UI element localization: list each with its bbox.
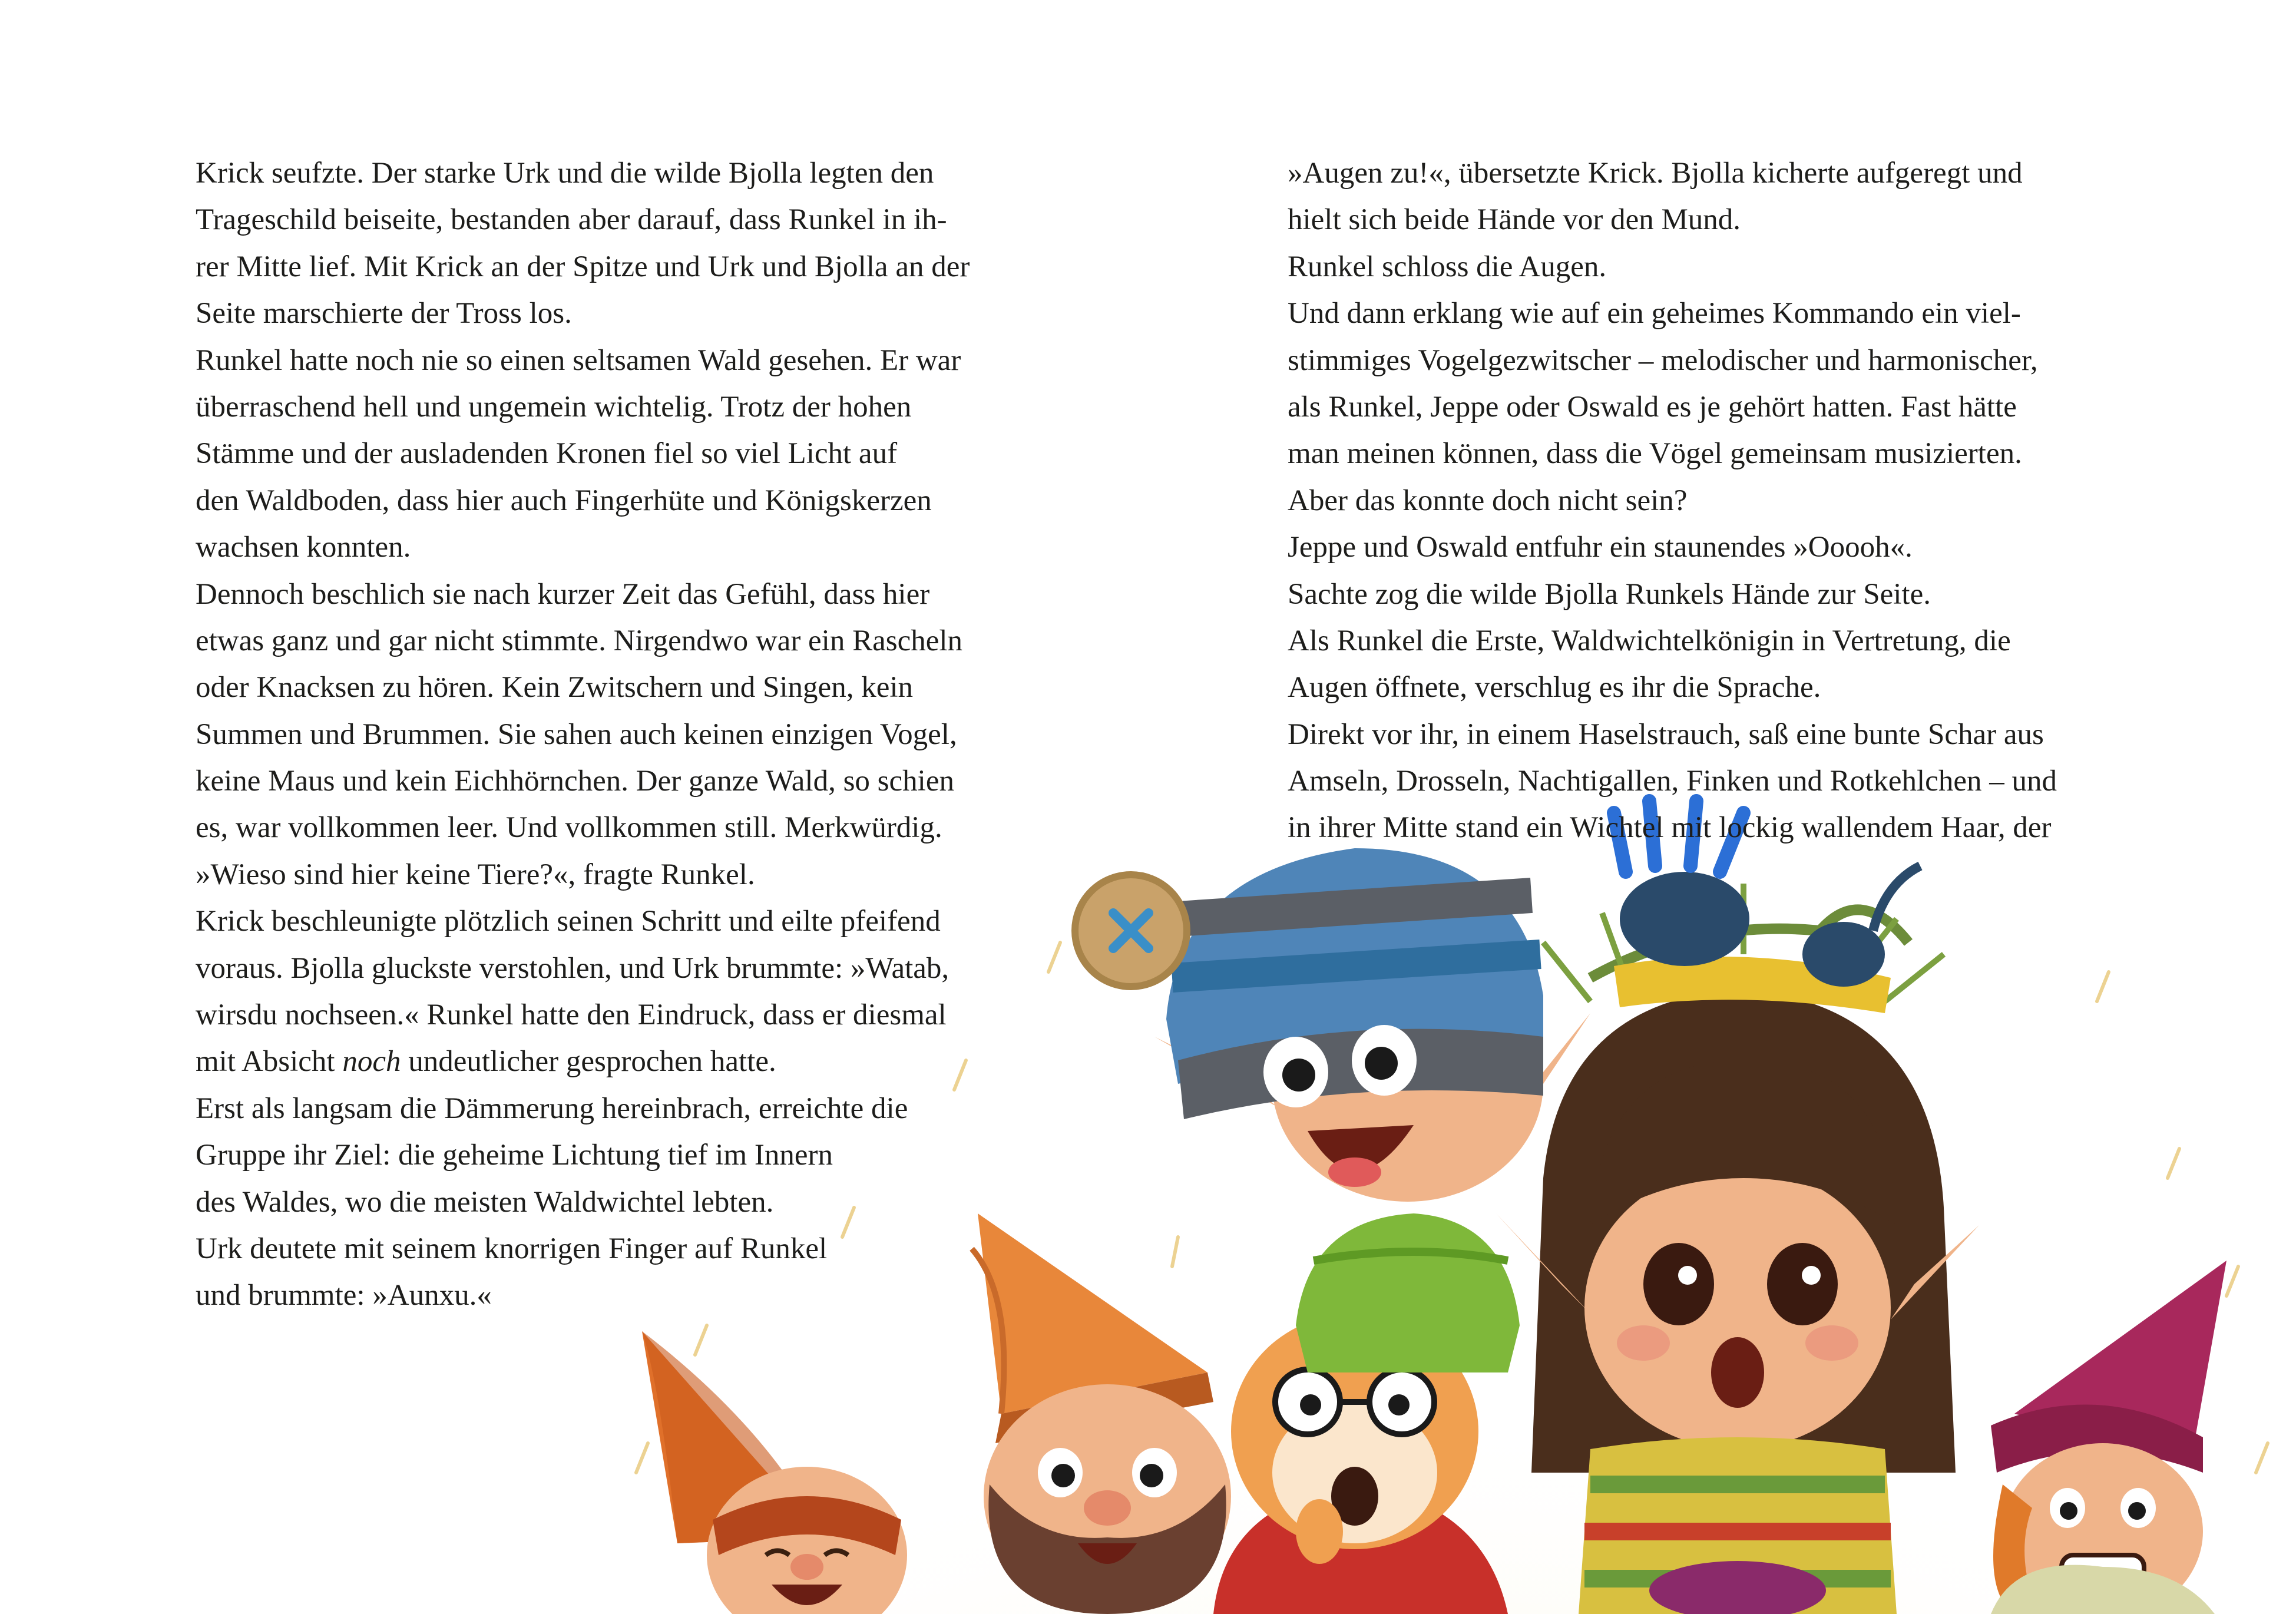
text-line: Dennoch beschlich sie nach kurzer Zeit das Gefühl, dass hier: [196, 577, 930, 611]
text-line: Krick seufzte. Der starke Urk und die wilde Bjolla legten den: [196, 157, 934, 190]
text-line: Runkel schloss die Augen.: [1288, 250, 1607, 283]
text-line: Direkt vor ihr, in einem Haselstrauch, saß eine bunte Schar aus: [1288, 717, 2044, 751]
text-line: »Wieso sind hier keine Tiere?«, fragte Runkel.: [196, 858, 755, 891]
text-line: Und dann erklang wie auf ein geheimes Kommando ein viel-: [1288, 297, 2021, 330]
text-line: es, war vollkommen leer. Und vollkommen still. Merkwürdig.: [196, 811, 942, 845]
text-line: Runkel hatte noch nie so einen seltsamen Wald gesehen. Er war: [196, 343, 961, 377]
text-line: Summen und Brummen. Sie sahen auch keinen einzigen Vogel,: [196, 717, 957, 751]
left-text-column: [196, 150, 1020, 1319]
text-line: hielt sich beide Hände vor den Mund.: [1288, 203, 1741, 237]
text-line: überraschend hell und ungemein wichtelig. Trotz der hohen: [196, 390, 912, 424]
text-line: den Waldboden, dass hier auch Fingerhüte und Königskerzen: [196, 484, 932, 517]
text-line: keine Maus und kein Eichhörnchen. Der ganze Wald, so schien: [196, 765, 954, 798]
emphasized-word: noch: [342, 1045, 401, 1079]
text-line: Aber das konnte doch nicht sein?: [1288, 484, 1688, 517]
text-line: Stämme und der ausladenden Kronen fiel so viel Licht auf: [196, 437, 898, 471]
text-line: man meinen können, dass die Vögel gemeinsam musizierten.: [1288, 437, 2022, 471]
text-line: etwas ganz und gar nicht stimmte. Nirgendwo war ein Rascheln: [196, 624, 963, 657]
text-line: Amseln, Drosseln, Nachtigallen, Finken und Rotkehlchen – und: [1288, 765, 2057, 798]
text-line: in ihrer Mitte stand ein Wichtel mit lockig wallendem Haar, der: [1288, 811, 2052, 845]
text-line: wirsdu nochseen.« Runkel hatte den Eindruck, dass er diesmal: [196, 998, 947, 1032]
text-line: Trageschild beiseite, bestanden aber darauf, dass Runkel in ih-: [196, 203, 947, 237]
text-segment: undeutlicher gesprochen hatte.: [401, 1045, 776, 1079]
text-line: wachsen konnten.: [196, 531, 411, 564]
text-line: Urk deutete mit seinem knorrigen Finger auf Runkel: [196, 1232, 828, 1265]
text-line: oder Knacksen zu hören. Kein Zwitschern und Singen, kein: [196, 671, 913, 705]
text-line: Jeppe und Oswald entfuhr ein staunendes »Ooooh«.: [1288, 531, 1913, 564]
text-line: und brummte: »Aunxu.«: [196, 1279, 492, 1312]
text-line: stimmiges Vogelgezwitscher – melodischer und harmonischer,: [1288, 343, 2038, 377]
text-line: als Runkel, Jeppe oder Oswald es je gehört hatten. Fast hätte: [1288, 390, 2017, 424]
text-line: »Augen zu!«, übersetzte Krick. Bjolla kicherte aufgeregt und: [1288, 157, 2023, 190]
text-line: voraus. Bjolla gluckste verstohlen, und Urk brummte: »Watab,: [196, 951, 950, 985]
text-line: Als Runkel die Erste, Waldwichtelkönigin in Vertretung, die: [1288, 624, 2011, 657]
text-line-emphasis: [196, 1038, 1020, 1085]
text-line: Gruppe ihr Ziel: die geheime Lichtung tief im Innern: [196, 1139, 833, 1172]
text-line: Erst als langsam die Dämmerung hereinbrach, erreichte die: [196, 1092, 908, 1125]
text-segment: mit Absicht: [196, 1045, 343, 1079]
text-line: des Waldes, wo die meisten Waldwichtel lebten.: [196, 1185, 774, 1219]
text-line: Seite marschierte der Tross los.: [196, 297, 572, 330]
text-line: Sachte zog die wilde Bjolla Runkels Hände zur Seite.: [1288, 577, 1931, 611]
text-line: Krick beschleunigte plötzlich seinen Schritt und eilte pfeifend: [196, 905, 941, 938]
text-line: rer Mitte lief. Mit Krick an der Spitze und Urk und Bjolla an der: [196, 250, 970, 283]
text-line: Augen öffnete, verschlug es ihr die Sprache.: [1288, 671, 1821, 705]
right-text-column: [1288, 150, 2112, 852]
